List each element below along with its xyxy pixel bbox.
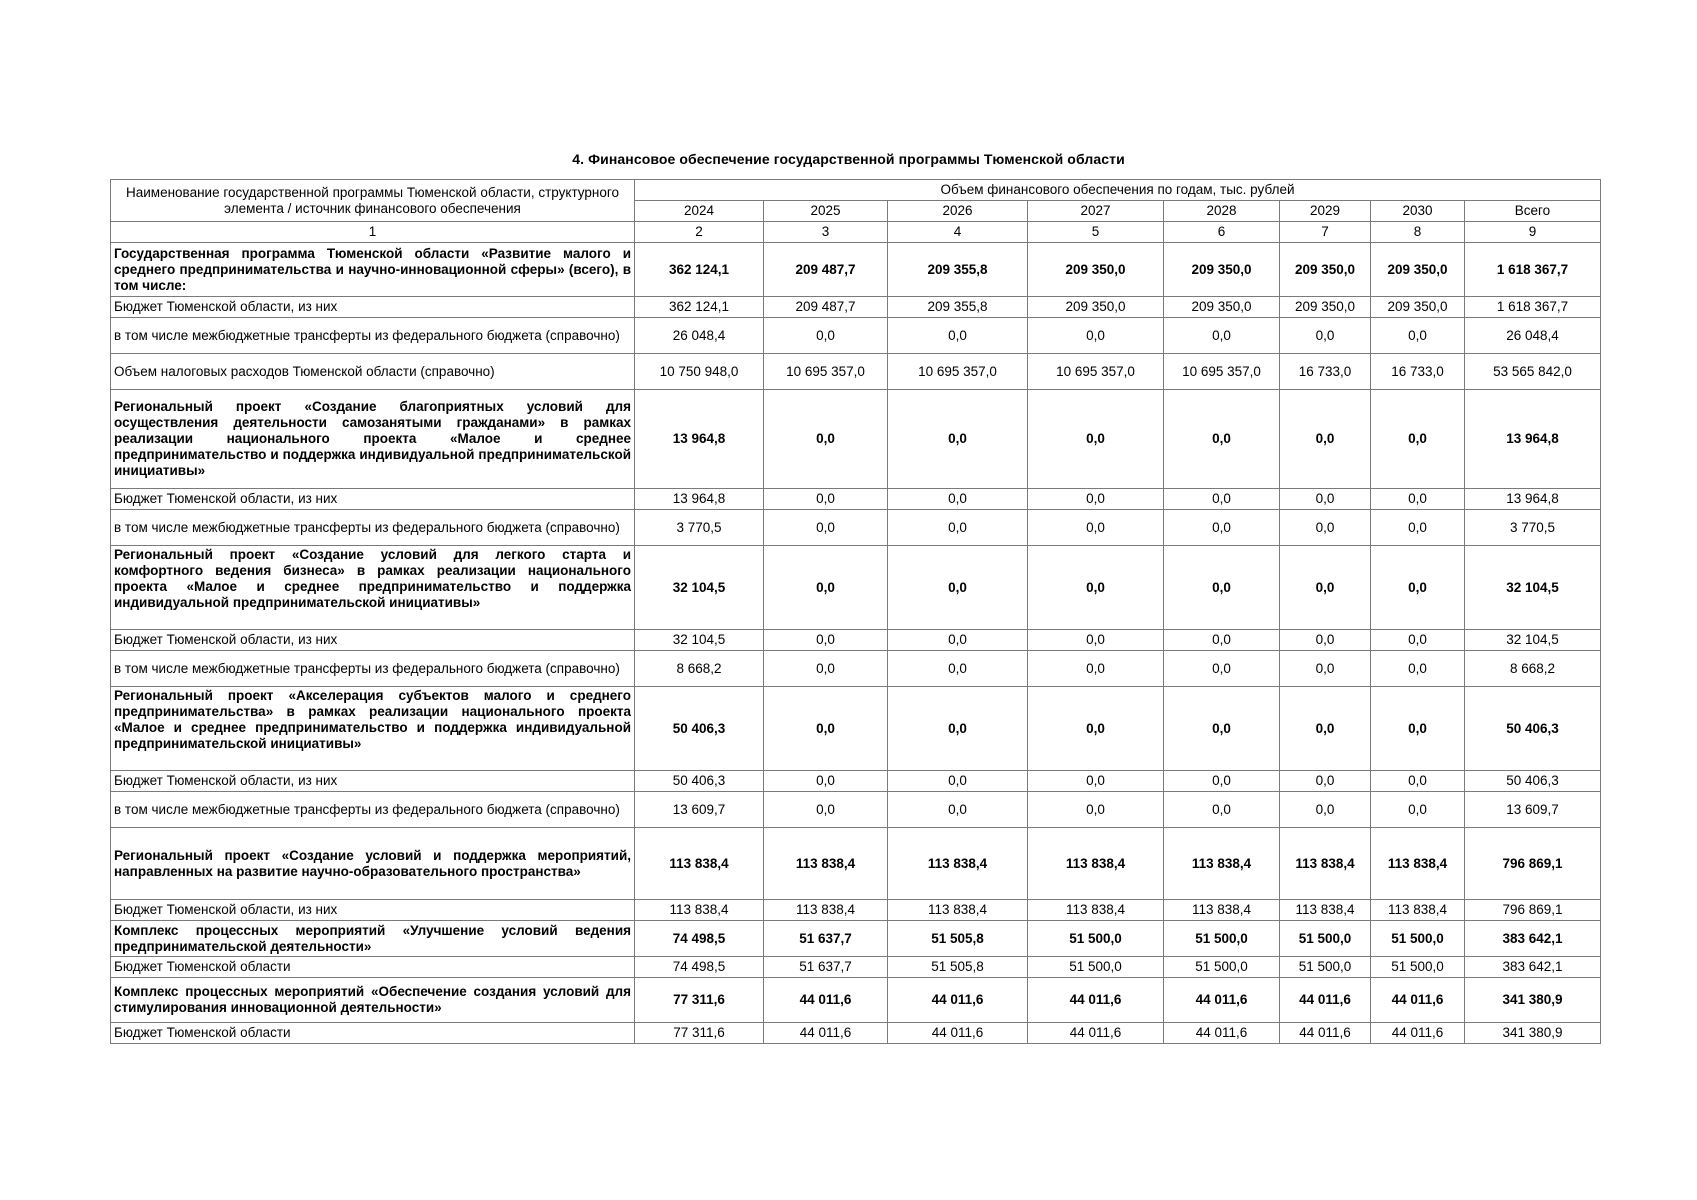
value-cell: 10 695 357,0 xyxy=(1028,354,1164,390)
total-cell: 8 668,2 xyxy=(1465,651,1601,687)
value-cell: 113 838,4 xyxy=(1371,828,1465,900)
total-cell: 13 609,7 xyxy=(1465,792,1601,828)
value-cell: 32 104,5 xyxy=(635,630,764,651)
col-number: 2 xyxy=(635,222,764,243)
row-name-cell: Государственная программа Тюменской области «Развитие малого и среднего предпринимательства и научно-инновационной сферы» (всего), в том числе: xyxy=(111,243,635,297)
header-volume-caption: Объем финансового обеспечения по годам, тыс. рублей xyxy=(635,180,1601,201)
value-cell: 51 500,0 xyxy=(1280,921,1371,957)
col-number: 1 xyxy=(111,222,635,243)
value-cell: 113 838,4 xyxy=(1280,900,1371,921)
value-cell: 0,0 xyxy=(888,510,1028,546)
value-cell: 51 500,0 xyxy=(1280,957,1371,978)
value-cell: 0,0 xyxy=(764,771,888,792)
value-cell: 32 104,5 xyxy=(635,546,764,630)
value-cell: 0,0 xyxy=(1164,687,1280,771)
value-cell: 13 609,7 xyxy=(635,792,764,828)
row-name-cell: Региональный проект «Создание благоприятных условий для осуществления деятельности самозанятыми гражданами» в рамках реализации национального проекта «Малое и среднее предпринимательство и поддержка индивидуальной предпринимательской инициативы» xyxy=(111,390,635,489)
total-cell: 53 565 842,0 xyxy=(1465,354,1601,390)
header-year: 2030 xyxy=(1371,201,1465,222)
table-row xyxy=(111,489,1601,510)
col-number: 4 xyxy=(888,222,1028,243)
value-cell: 0,0 xyxy=(888,651,1028,687)
total-cell: 796 869,1 xyxy=(1465,828,1601,900)
value-cell: 113 838,4 xyxy=(1280,828,1371,900)
value-cell: 0,0 xyxy=(1164,771,1280,792)
value-cell: 0,0 xyxy=(888,771,1028,792)
col-number: 6 xyxy=(1164,222,1280,243)
total-cell: 383 642,1 xyxy=(1465,957,1601,978)
value-cell: 113 838,4 xyxy=(635,828,764,900)
value-cell: 0,0 xyxy=(764,651,888,687)
value-cell: 44 011,6 xyxy=(1028,1023,1164,1044)
header-row-1 xyxy=(111,180,1601,201)
table-row xyxy=(111,921,1601,957)
value-cell: 74 498,5 xyxy=(635,957,764,978)
value-cell: 0,0 xyxy=(764,318,888,354)
value-cell: 113 838,4 xyxy=(1371,900,1465,921)
value-cell: 50 406,3 xyxy=(635,687,764,771)
value-cell: 51 500,0 xyxy=(1028,957,1164,978)
value-cell: 74 498,5 xyxy=(635,921,764,957)
value-cell: 50 406,3 xyxy=(635,771,764,792)
total-cell: 3 770,5 xyxy=(1465,510,1601,546)
table-row xyxy=(111,978,1601,1023)
financing-table xyxy=(110,179,1601,1044)
table-row xyxy=(111,630,1601,651)
value-cell: 0,0 xyxy=(1164,546,1280,630)
value-cell: 209 350,0 xyxy=(1280,243,1371,297)
value-cell: 44 011,6 xyxy=(1280,978,1371,1023)
row-name-cell: Региональный проект «Создание условий и поддержка мероприятий, направленных на развитие научно-образовательного пространства» xyxy=(111,828,635,900)
value-cell: 113 838,4 xyxy=(888,828,1028,900)
value-cell: 0,0 xyxy=(1164,792,1280,828)
value-cell: 113 838,4 xyxy=(888,900,1028,921)
value-cell: 209 350,0 xyxy=(1280,297,1371,318)
row-name-cell: Бюджет Тюменской области, из них xyxy=(111,771,635,792)
value-cell: 44 011,6 xyxy=(1371,978,1465,1023)
value-cell: 51 505,8 xyxy=(888,921,1028,957)
value-cell: 44 011,6 xyxy=(764,1023,888,1044)
value-cell: 209 350,0 xyxy=(1028,243,1164,297)
value-cell: 362 124,1 xyxy=(635,297,764,318)
table-row xyxy=(111,651,1601,687)
value-cell: 0,0 xyxy=(764,792,888,828)
col-number: 8 xyxy=(1371,222,1465,243)
value-cell: 0,0 xyxy=(764,489,888,510)
value-cell: 0,0 xyxy=(1280,687,1371,771)
total-cell: 1 618 367,7 xyxy=(1465,297,1601,318)
total-cell: 32 104,5 xyxy=(1465,546,1601,630)
value-cell: 44 011,6 xyxy=(764,978,888,1023)
header-name-cell: Наименование государственной программы Тюменской области, структурного элемента / источник финансового обеспечения xyxy=(111,180,635,222)
value-cell: 51 500,0 xyxy=(1371,957,1465,978)
row-name-cell: Бюджет Тюменской области, из них xyxy=(111,900,635,921)
value-cell: 51 505,8 xyxy=(888,957,1028,978)
value-cell: 113 838,4 xyxy=(764,828,888,900)
value-cell: 0,0 xyxy=(888,546,1028,630)
value-cell: 0,0 xyxy=(1371,630,1465,651)
value-cell: 10 695 357,0 xyxy=(764,354,888,390)
value-cell: 0,0 xyxy=(1280,546,1371,630)
row-name-cell: Бюджет Тюменской области, из них xyxy=(111,297,635,318)
col-number: 5 xyxy=(1028,222,1164,243)
value-cell: 0,0 xyxy=(1280,390,1371,489)
row-name-cell: в том числе межбюджетные трансферты из федерального бюджета (справочно) xyxy=(111,792,635,828)
value-cell: 0,0 xyxy=(1280,651,1371,687)
value-cell: 44 011,6 xyxy=(1280,1023,1371,1044)
value-cell: 51 500,0 xyxy=(1371,921,1465,957)
table-row xyxy=(111,1023,1601,1044)
value-cell: 0,0 xyxy=(764,687,888,771)
value-cell: 0,0 xyxy=(1280,630,1371,651)
document-title: 4. Финансовое обеспечение государственной программы Тюменской области xyxy=(572,151,1125,167)
row-name-cell: Объем налоговых расходов Тюменской области (справочно) xyxy=(111,354,635,390)
table-row xyxy=(111,510,1601,546)
value-cell: 209 487,7 xyxy=(764,297,888,318)
table-row xyxy=(111,792,1601,828)
value-cell: 44 011,6 xyxy=(1028,978,1164,1023)
value-cell: 0,0 xyxy=(1164,651,1280,687)
value-cell: 113 838,4 xyxy=(1028,828,1164,900)
value-cell: 0,0 xyxy=(1028,651,1164,687)
value-cell: 51 500,0 xyxy=(1164,921,1280,957)
value-cell: 0,0 xyxy=(1371,792,1465,828)
row-name-cell: в том числе межбюджетные трансферты из федерального бюджета (справочно) xyxy=(111,510,635,546)
value-cell: 113 838,4 xyxy=(1164,900,1280,921)
total-cell: 50 406,3 xyxy=(1465,771,1601,792)
value-cell: 8 668,2 xyxy=(635,651,764,687)
value-cell: 0,0 xyxy=(1280,510,1371,546)
value-cell: 209 350,0 xyxy=(1371,297,1465,318)
table-row xyxy=(111,243,1601,297)
value-cell: 0,0 xyxy=(1164,489,1280,510)
value-cell: 44 011,6 xyxy=(1164,978,1280,1023)
row-name-cell: в том числе межбюджетные трансферты из федерального бюджета (справочно) xyxy=(111,318,635,354)
table-row xyxy=(111,546,1601,630)
value-cell: 0,0 xyxy=(1028,546,1164,630)
row-name-cell xyxy=(111,546,635,630)
value-cell: 0,0 xyxy=(888,318,1028,354)
table-row xyxy=(111,828,1601,900)
row-name-text: Региональный проект «Акселерация субъектов малого и среднего предпринимательства» в рамках реализации национального проекта «Малое и среднее предпринимательство и поддержка индивидуальной предпринимательской инициативы» xyxy=(114,687,631,751)
value-cell: 209 350,0 xyxy=(1371,243,1465,297)
row-name-cell: Бюджет Тюменской области xyxy=(111,957,635,978)
value-cell: 113 838,4 xyxy=(635,900,764,921)
value-cell: 0,0 xyxy=(888,687,1028,771)
value-cell: 0,0 xyxy=(1028,510,1164,546)
header-year: 2026 xyxy=(888,201,1028,222)
value-cell: 0,0 xyxy=(1371,489,1465,510)
col-number: 7 xyxy=(1280,222,1371,243)
table-row xyxy=(111,297,1601,318)
value-cell: 44 011,6 xyxy=(1164,1023,1280,1044)
value-cell: 0,0 xyxy=(764,630,888,651)
table-row xyxy=(111,900,1601,921)
total-cell: 796 869,1 xyxy=(1465,900,1601,921)
value-cell: 0,0 xyxy=(888,792,1028,828)
row-name-cell: Комплекс процессных мероприятий «Обеспечение создания условий для стимулирования инновационной деятельности» xyxy=(111,978,635,1023)
value-cell: 209 350,0 xyxy=(1164,243,1280,297)
header-total: Всего xyxy=(1465,201,1601,222)
row-name-cell: Бюджет Тюменской области, из них xyxy=(111,489,635,510)
value-cell: 51 637,7 xyxy=(764,957,888,978)
table-row xyxy=(111,354,1601,390)
table-row xyxy=(111,390,1601,489)
value-cell: 209 350,0 xyxy=(1028,297,1164,318)
value-cell: 44 011,6 xyxy=(888,978,1028,1023)
value-cell: 0,0 xyxy=(1280,771,1371,792)
value-cell: 209 350,0 xyxy=(1164,297,1280,318)
header-year: 2027 xyxy=(1028,201,1164,222)
value-cell: 0,0 xyxy=(1371,546,1465,630)
value-cell: 0,0 xyxy=(1028,771,1164,792)
value-cell: 44 011,6 xyxy=(1371,1023,1465,1044)
col-number: 3 xyxy=(764,222,888,243)
value-cell: 51 637,7 xyxy=(764,921,888,957)
total-cell: 50 406,3 xyxy=(1465,687,1601,771)
total-cell: 32 104,5 xyxy=(1465,630,1601,651)
header-year: 2024 xyxy=(635,201,764,222)
value-cell: 0,0 xyxy=(1028,687,1164,771)
total-cell: 341 380,9 xyxy=(1465,1023,1601,1044)
table-row xyxy=(111,771,1601,792)
total-cell: 1 618 367,7 xyxy=(1465,243,1601,297)
row-name-cell: Бюджет Тюменской области, из них xyxy=(111,630,635,651)
value-cell: 0,0 xyxy=(888,489,1028,510)
header-row-col-numbers xyxy=(111,222,1601,243)
value-cell: 13 964,8 xyxy=(635,489,764,510)
value-cell: 0,0 xyxy=(764,510,888,546)
value-cell: 51 500,0 xyxy=(1164,957,1280,978)
table-row xyxy=(111,318,1601,354)
value-cell: 0,0 xyxy=(888,390,1028,489)
value-cell: 0,0 xyxy=(1371,651,1465,687)
table-row xyxy=(111,687,1601,771)
value-cell: 362 124,1 xyxy=(635,243,764,297)
value-cell: 0,0 xyxy=(888,630,1028,651)
header-year: 2025 xyxy=(764,201,888,222)
value-cell: 0,0 xyxy=(1164,630,1280,651)
value-cell: 10 695 357,0 xyxy=(888,354,1028,390)
value-cell: 44 011,6 xyxy=(888,1023,1028,1044)
value-cell: 13 964,8 xyxy=(635,390,764,489)
value-cell: 0,0 xyxy=(1371,318,1465,354)
value-cell: 0,0 xyxy=(1280,318,1371,354)
row-name-cell: Бюджет Тюменской области xyxy=(111,1023,635,1044)
value-cell: 77 311,6 xyxy=(635,978,764,1023)
value-cell: 16 733,0 xyxy=(1371,354,1465,390)
value-cell: 26 048,4 xyxy=(635,318,764,354)
total-cell: 13 964,8 xyxy=(1465,489,1601,510)
value-cell: 0,0 xyxy=(1164,390,1280,489)
total-cell: 26 048,4 xyxy=(1465,318,1601,354)
value-cell: 0,0 xyxy=(764,546,888,630)
value-cell: 0,0 xyxy=(1164,510,1280,546)
table-row xyxy=(111,957,1601,978)
value-cell: 10 750 948,0 xyxy=(635,354,764,390)
value-cell: 0,0 xyxy=(1028,489,1164,510)
value-cell: 0,0 xyxy=(1280,792,1371,828)
value-cell: 0,0 xyxy=(1371,687,1465,771)
value-cell: 16 733,0 xyxy=(1280,354,1371,390)
header-year: 2028 xyxy=(1164,201,1280,222)
value-cell: 0,0 xyxy=(764,390,888,489)
row-name-cell: в том числе межбюджетные трансферты из федерального бюджета (справочно) xyxy=(111,651,635,687)
value-cell: 209 487,7 xyxy=(764,243,888,297)
total-cell: 341 380,9 xyxy=(1465,978,1601,1023)
value-cell: 0,0 xyxy=(1028,792,1164,828)
value-cell: 0,0 xyxy=(1028,390,1164,489)
row-name-cell xyxy=(111,687,635,771)
value-cell: 0,0 xyxy=(1371,510,1465,546)
value-cell: 209 355,8 xyxy=(888,243,1028,297)
total-cell: 383 642,1 xyxy=(1465,921,1601,957)
value-cell: 0,0 xyxy=(1164,318,1280,354)
value-cell: 10 695 357,0 xyxy=(1164,354,1280,390)
value-cell: 0,0 xyxy=(1280,489,1371,510)
row-name-cell: Комплекс процессных мероприятий «Улучшение условий ведения предпринимательской деятельности» xyxy=(111,921,635,957)
value-cell: 113 838,4 xyxy=(1028,900,1164,921)
value-cell: 77 311,6 xyxy=(635,1023,764,1044)
value-cell: 3 770,5 xyxy=(635,510,764,546)
value-cell: 0,0 xyxy=(1371,390,1465,489)
value-cell: 209 355,8 xyxy=(888,297,1028,318)
value-cell: 0,0 xyxy=(1371,771,1465,792)
row-name-text: Региональный проект «Создание условий для легкого старта и комфортного ведения бизнеса» в рамках реализации национального проекта «Малое и среднее предпринимательство и поддержка индивидуальной предпринимательской инициативы» xyxy=(114,546,631,610)
col-number: 9 xyxy=(1465,222,1601,243)
value-cell: 113 838,4 xyxy=(1164,828,1280,900)
value-cell: 0,0 xyxy=(1028,318,1164,354)
total-cell: 13 964,8 xyxy=(1465,390,1601,489)
table-body xyxy=(111,180,1601,1044)
header-year: 2029 xyxy=(1280,201,1371,222)
value-cell: 0,0 xyxy=(1028,630,1164,651)
value-cell: 113 838,4 xyxy=(764,900,888,921)
value-cell: 51 500,0 xyxy=(1028,921,1164,957)
